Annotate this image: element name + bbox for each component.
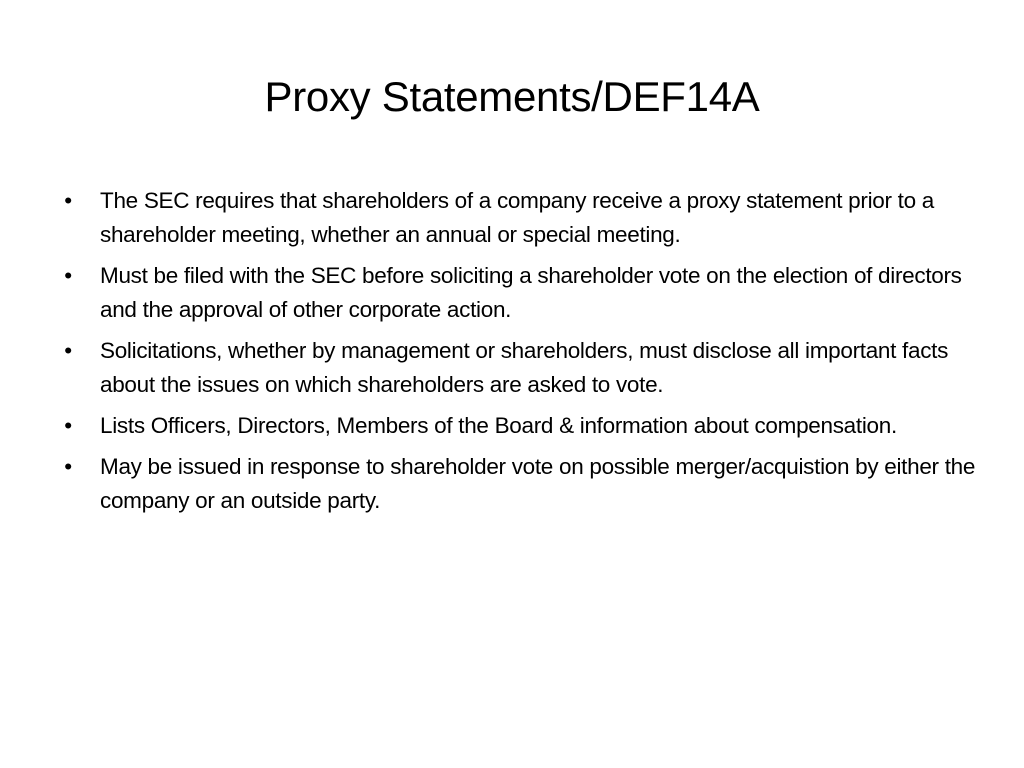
bullet-item xyxy=(56,334,976,402)
bullet-item xyxy=(56,184,976,252)
bullet-item xyxy=(56,409,976,443)
bullet-icon: • xyxy=(64,454,72,479)
bullet-item xyxy=(56,450,976,518)
bullet-text: Solicitations, whether by management or shareholders, must disclose all important facts about the issues on which shareholders are asked to vote. xyxy=(100,338,949,397)
bullet-list xyxy=(56,184,976,525)
bullet-item xyxy=(56,259,976,327)
bullet-icon: • xyxy=(64,263,72,288)
bullet-icon: • xyxy=(64,413,72,438)
bullet-text: Lists Officers, Directors, Members of the Board & information about compensation. xyxy=(100,413,897,438)
bullet-text: The SEC requires that shareholders of a company receive a proxy statement prior to a shareholder meeting, whether an annual or special meeting. xyxy=(100,188,934,247)
bullet-text: Must be filed with the SEC before soliciting a shareholder vote on the election of directors and the approval of other corporate action. xyxy=(100,263,962,322)
bullet-icon: • xyxy=(64,188,72,213)
bullet-text: May be issued in response to shareholder vote on possible merger/acquistion by either the company or an outside party. xyxy=(100,454,976,513)
slide-title: Proxy Statements/DEF14A xyxy=(264,73,760,120)
bullet-icon: • xyxy=(64,338,72,363)
